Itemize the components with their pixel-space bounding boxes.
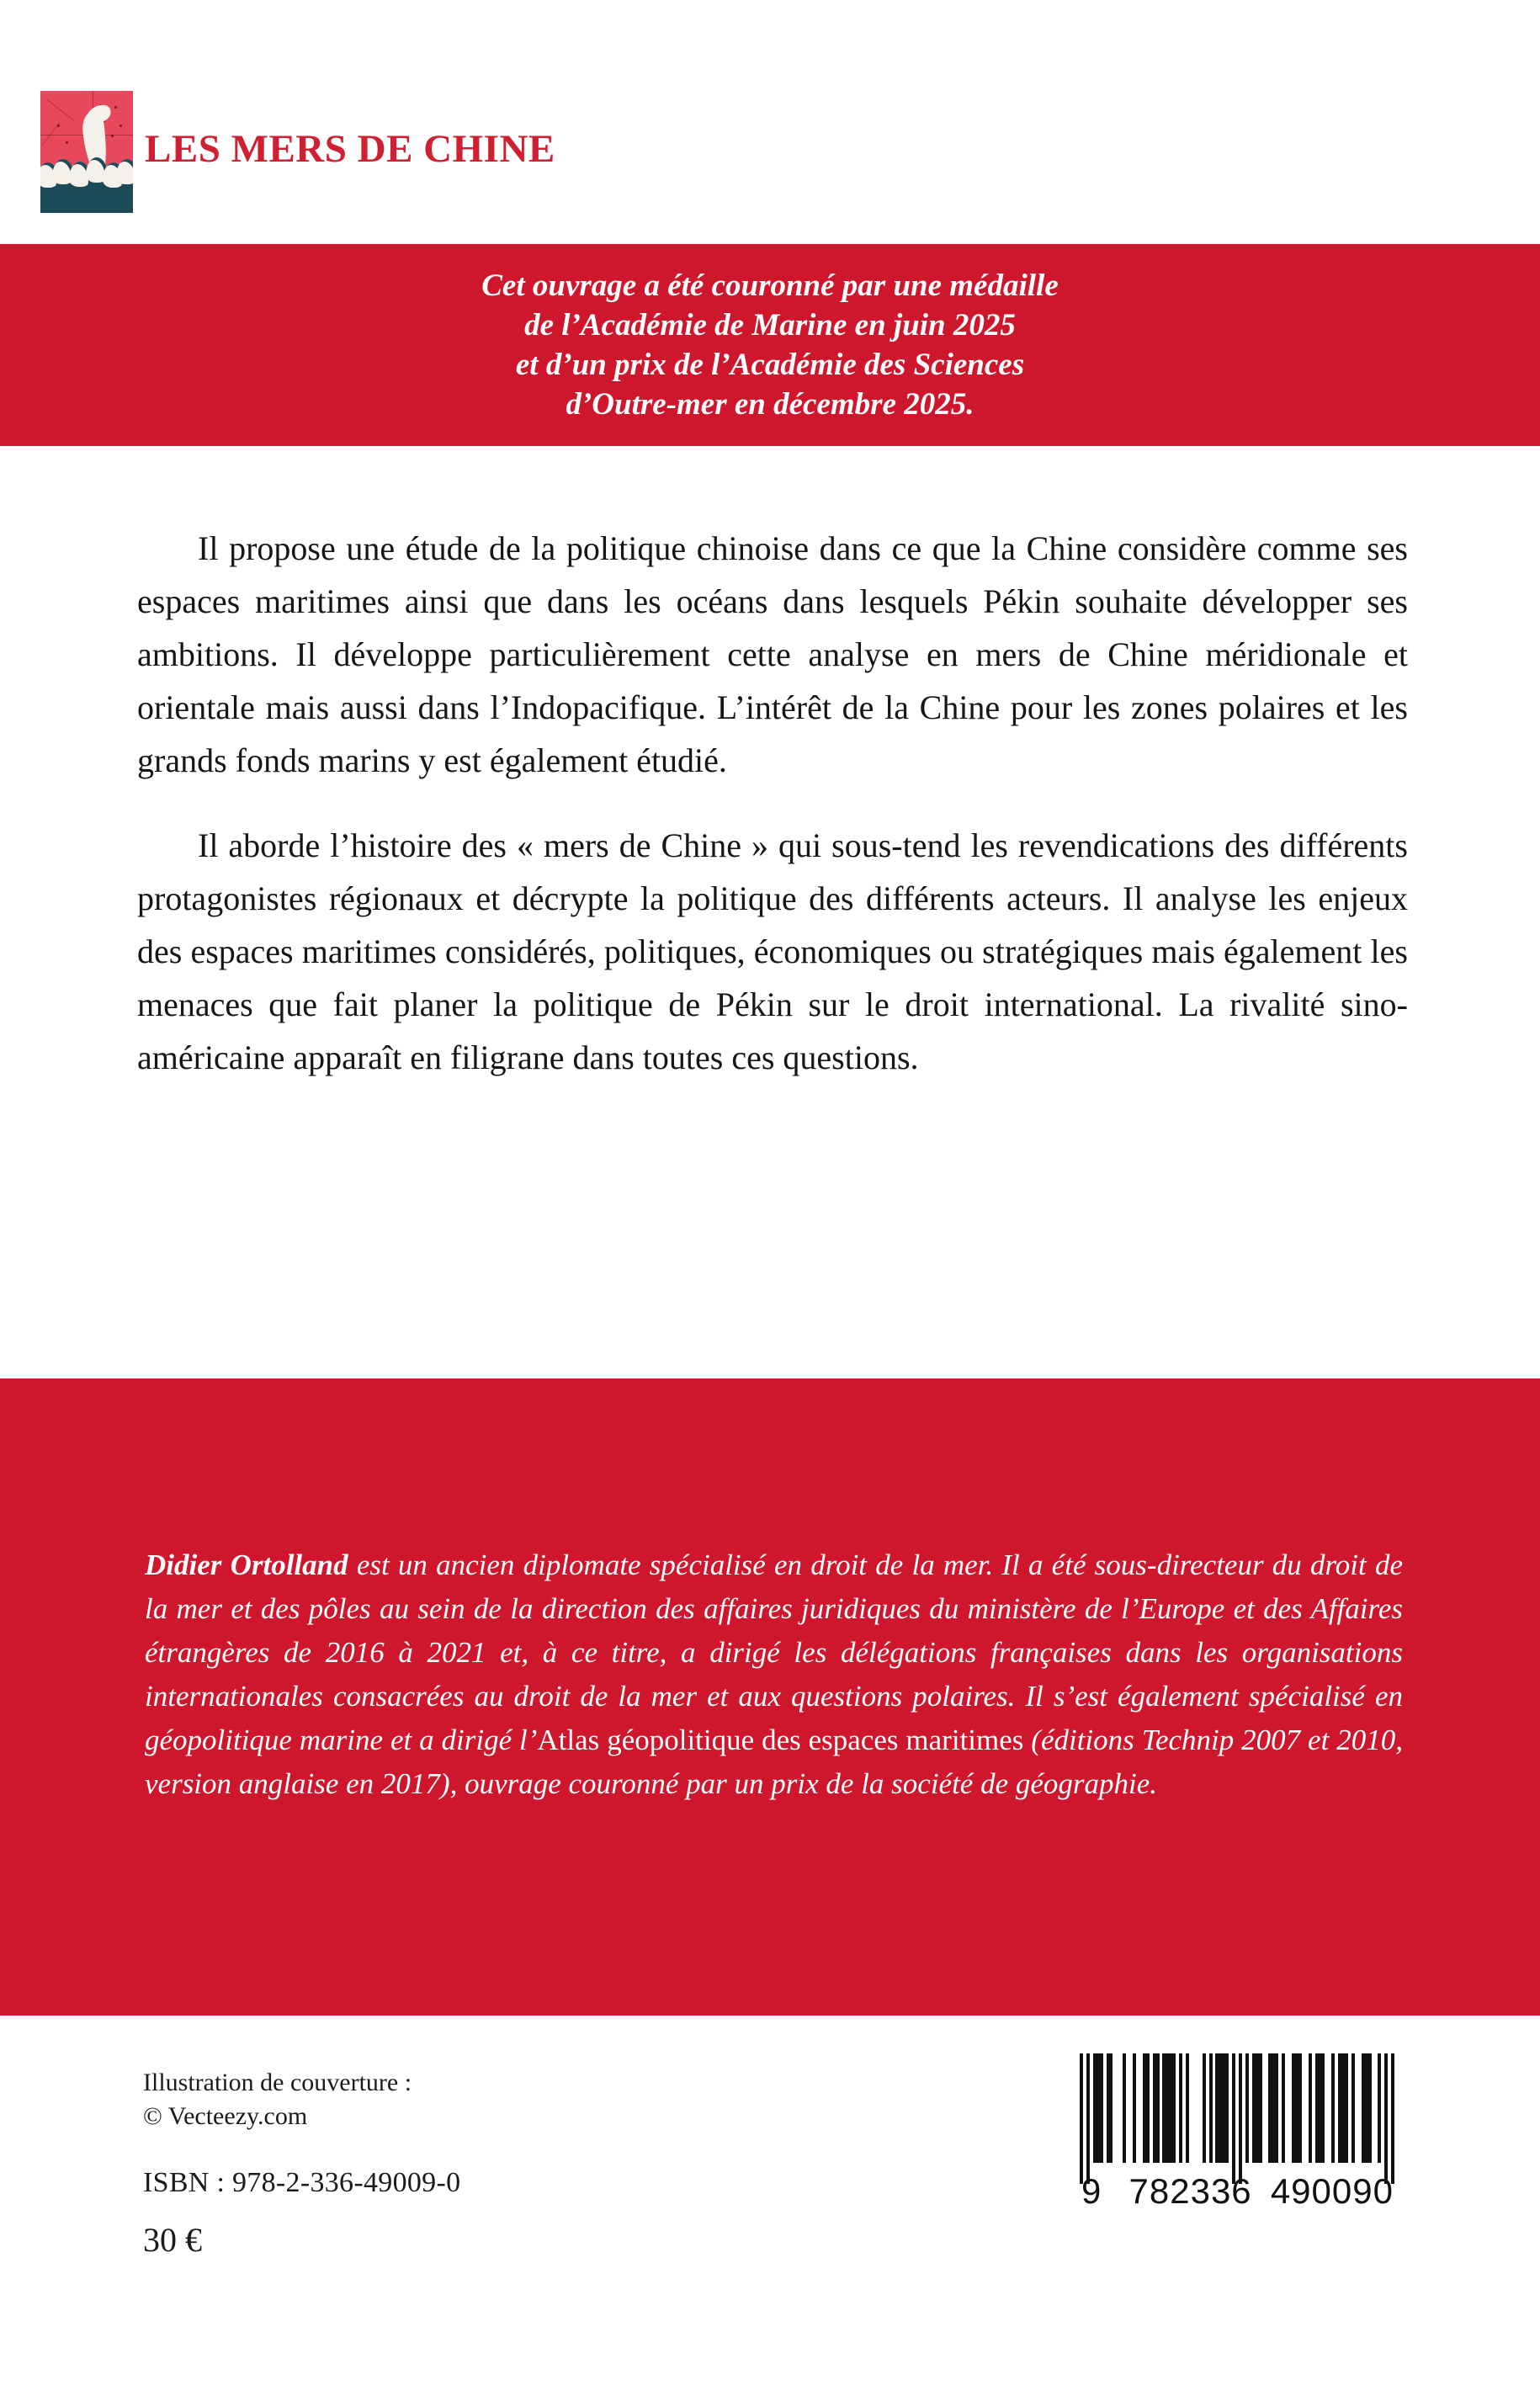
chart-speck (114, 106, 117, 109)
chart-speck (111, 135, 114, 137)
barcode-group-right: 490090 (1270, 2171, 1394, 2211)
award-line-1: Cet ouvrage a été couronné par une médaille (481, 268, 1059, 303)
award-line-4: d’Outre-mer en décembre 2025. (566, 387, 974, 422)
award-text (481, 266, 1059, 424)
chart-speck (119, 125, 122, 127)
chart-speck (57, 125, 60, 127)
barcode-group-left: 782336 (1128, 2171, 1252, 2211)
description-paragraph-1: Il propose une étude de la politique chinoise dans ce que la Chine considère comme ses espaces maritimes ainsi que dans les océans dans lesquels Pékin souhaite développer ses ambitions. Il développe particulièrement cette analyse en mers de Chine méridionale et orientale mais aussi dans l’Indopacifique. L’intérêt de la Chine pour les zones polaires et les grands fonds marins y est également étudié. (137, 529, 1408, 779)
author-biography-text (145, 1543, 1403, 1806)
price-text: 30 € (143, 2221, 202, 2259)
illustration-credit (143, 2066, 412, 2133)
author-name: Didier Ortolland (145, 1548, 348, 1581)
award-line-3: et d’un prix de l’Académie des Sciences (515, 348, 1025, 382)
cover-illustration-thumbnail (40, 91, 133, 213)
author-work-title: Atlas géopolitique des espaces maritimes (537, 1724, 1024, 1756)
header (0, 0, 1540, 244)
footer (0, 2016, 1540, 2385)
award-line-2: de l’Académie de Marine en juin 2025 (524, 308, 1016, 343)
author-bio-part-1: est un ancien diplomate spécialisé en droit de la mer. Il a été sous-directeur du droit de la mer et des pôles au sein de la direction des affaires juridiques du ministère de l’Europe et des Affaires étrangères de 2016 à 2021 et, à ce titre, a dirigé les délégations françaises dans les organisations internationales consacrées au droit de la mer et aux questions polaires. Il s’est également spécialisé en géopolitique marine et a dirigé l’ (145, 1548, 1403, 1756)
illustration-credit-line-1: Illustration de couverture : (143, 2069, 412, 2096)
illustration-credit-line-2: © Vecteezy.com (143, 2102, 308, 2130)
author-biography-block (0, 1378, 1540, 2016)
barcode-lead-digit: 9 (1081, 2171, 1102, 2211)
dragon-head-icon (84, 103, 114, 126)
wave-icon (116, 159, 133, 184)
author-bio-part-2: (éditions Technip 2007 et 2010, version anglaise en 2017), ouvrage couronné par un prix de la société de géographie. (145, 1724, 1403, 1800)
award-banner (0, 244, 1540, 446)
barcode-digits (1080, 2171, 1395, 2212)
isbn-text: ISBN : 978-2-336-49009-0 (143, 2167, 461, 2198)
barcode (1080, 2053, 1395, 2234)
chart-speck (66, 141, 68, 144)
description-paragraph-2: Il aborde l’histoire des « mers de Chine » qui sous-tend les revendications des différents protagonistes régionaux et décrypte la politique des différents acteurs. Il analyse les enjeux des espaces maritimes considérés, politiques, économiques ou stratégiques mais également les menaces que fait planer la politique de Pékin sur le droit international. La rivalité sino-américaine apparaît en filigrane dans toutes ces questions. (137, 826, 1408, 1076)
barcode-bars (1080, 2053, 1395, 2184)
description-text (137, 522, 1408, 1084)
chart-line (47, 99, 74, 120)
book-title: LES MERS DE CHINE (145, 127, 555, 171)
